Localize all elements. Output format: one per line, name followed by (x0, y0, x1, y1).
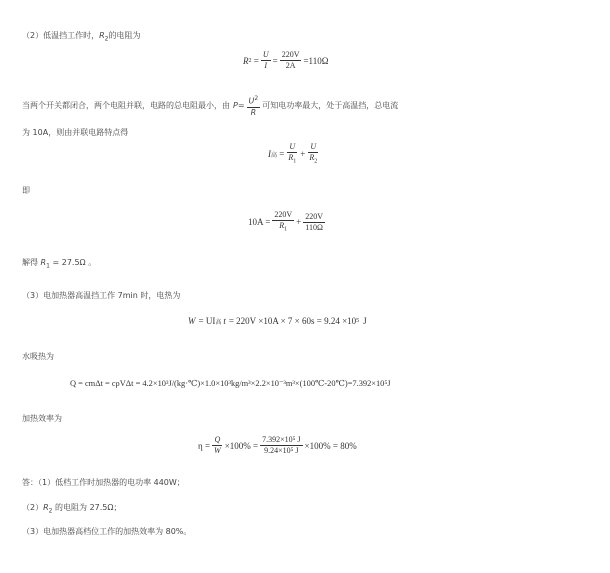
eq1-num2: 220V (281, 50, 300, 59)
answer-2-r: R (43, 503, 49, 512)
answer-2-prefix: （2） (22, 503, 44, 512)
eq-sign: = (237, 101, 245, 111)
part3-intro: （3）电加热器高温挡工作 7min 时，电热为 (22, 291, 181, 300)
para-num-sup: 2 (254, 95, 259, 102)
eq3-den1-sub: 1 (284, 226, 288, 233)
para-p: P (233, 101, 238, 111)
var-sub: 2 (104, 35, 109, 43)
solve-line (22, 257, 96, 270)
solve-sub: 1 (46, 262, 50, 270)
eq4-mid: = UI (198, 316, 216, 326)
eq4-unit: J (363, 316, 367, 326)
equation-current (268, 142, 321, 167)
eq-sign: = (251, 55, 259, 66)
eq3-num2: 220V (305, 211, 323, 221)
paragraph-line1 (22, 94, 398, 118)
answer-2 (22, 502, 122, 515)
equation-efficiency (198, 435, 357, 456)
part2-intro-text: （2）低温挡工作时， (22, 31, 100, 40)
eq3-frac2 (303, 212, 325, 233)
eq2-den1: R (288, 153, 294, 162)
eq6-num2: 7.392×10⁵ J (262, 435, 301, 444)
eq6-frac2 (260, 435, 302, 456)
eq2-num1: U (289, 142, 296, 151)
solve-value: = 27.5Ω 。 (52, 258, 97, 267)
para-den: R (250, 107, 257, 117)
equation-heat (188, 316, 367, 326)
equation-water: Q = cmΔt = cρVΔt = 4.2×10³J/(kg·℃)×1.0×10³kg/m³×2.2×10⁻³m³×(100℃-20℃)=7.392×10⁵J (70, 379, 391, 388)
eq2-frac2 (307, 142, 319, 167)
equation-solve (248, 210, 327, 235)
answer-2-text: 的电阻为 27.5Ω； (55, 503, 122, 512)
eq1-lhs-sub: 2 (248, 57, 252, 64)
para-line1-b: 可知电功率最大，处于高温挡，总电流 (262, 101, 399, 111)
eq-sign: = (277, 149, 285, 160)
paragraph-line2: 为 10A，则由并联电路特点得 (22, 128, 129, 137)
eq3-frac1 (272, 210, 294, 235)
solve-r: R (40, 258, 47, 267)
eq3-den2: 110Ω (305, 222, 323, 232)
eq2-lhs-sub: 高 (271, 152, 278, 159)
solve-label: 解得 (22, 258, 38, 267)
answer-2-sub: 2 (48, 507, 53, 515)
eq1-den2: 2A (285, 61, 296, 70)
eq-plus: + (296, 217, 302, 228)
eq6-num1: Q (214, 435, 221, 444)
eq6-den1: W (214, 446, 221, 455)
equation-r2 (243, 50, 328, 71)
eq2-den2: R (309, 153, 315, 162)
var-r: R (99, 31, 105, 40)
eq1-lhs: R (243, 55, 249, 66)
eq-plus: + (300, 149, 306, 160)
eq2-den2-sub: 2 (314, 158, 318, 165)
eq2-lhs: I (268, 149, 271, 160)
eq1-den1: I (264, 61, 268, 70)
para-line1-a: 当两个开关都闭合，两个电阻并联，电路的总电阻最小，由 (22, 101, 230, 111)
eq6-lhs: η = (198, 440, 211, 451)
eq6-mid: ×100% = (224, 440, 259, 451)
eq4-sup: 5 (356, 318, 360, 324)
eq1-frac2 (280, 50, 302, 71)
eq4-body: = 220V ×10A × 7 × 60s = 9.24 ×10 (228, 316, 357, 326)
para-frac (247, 94, 261, 118)
answer-3: （3）电加热器高档位工作的加热效率为 80%。 (22, 527, 192, 536)
eq2-num2: U (310, 142, 317, 151)
eq2-den1-sub: 1 (293, 158, 297, 165)
eq6-den2: 9.24×10⁵ J (264, 446, 299, 455)
eq4-lhs: W (188, 316, 196, 326)
eq6-frac1 (212, 435, 223, 456)
part2-intro (22, 30, 140, 43)
part2-intro-text-b: 的电阻为 (108, 31, 141, 40)
eq1-frac1 (261, 50, 271, 71)
eq1-result: =110Ω (303, 55, 329, 66)
eq4-mid-sub: 高 (215, 319, 222, 326)
eq2-frac1 (286, 142, 298, 167)
water-heat-label: 水吸热为 (22, 352, 54, 361)
eq3-num1: 220V (274, 210, 293, 219)
eq3-lhs: 10A = (248, 217, 271, 228)
answer-1: 答：（1）低档工作时加热器的电功率 440W； (22, 478, 185, 487)
para-num: U (248, 96, 255, 106)
eq-sign: = (272, 55, 278, 66)
ji-text: 即 (22, 186, 30, 195)
eq3-den1: R (279, 221, 285, 230)
eq6-end: ×100% = 80% (304, 440, 357, 451)
efficiency-label: 加热效率为 (22, 414, 62, 423)
eq4-t: t (223, 316, 226, 326)
eq1-num1: U (262, 50, 269, 59)
